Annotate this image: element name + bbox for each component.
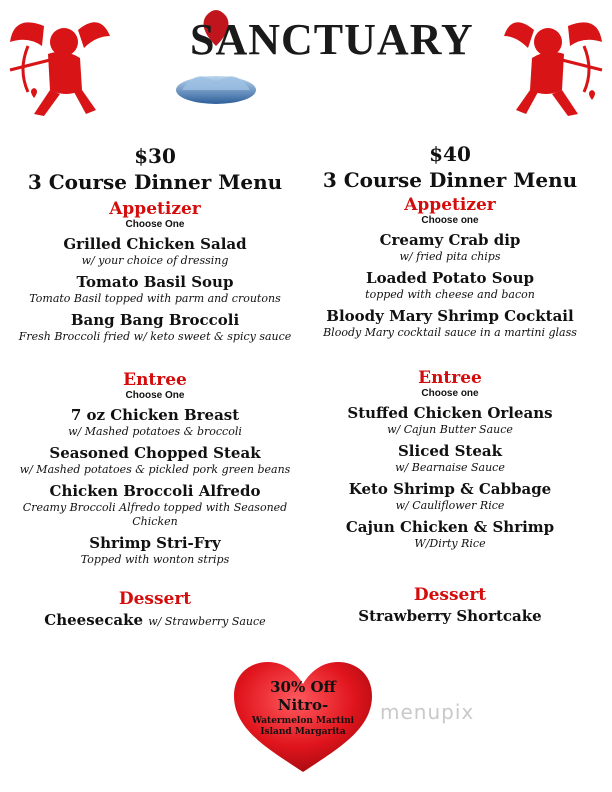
sanctuary-logo [168,6,474,116]
menu-30-column [0,143,310,631]
menu-price: $40 [429,142,471,166]
menu-item-name: Stuffed Chicken Orleans [347,404,553,422]
menu-price: $30 [134,144,176,168]
menu-item-desc: Fresh Broccoli fried w/ keto sweet & spicy sauce [18,330,292,343]
menu-item-desc: w/ your choice of dressing [81,254,229,267]
appetizer-heading: Appetizer [109,199,201,219]
dessert-item [0,611,310,631]
menu-item-name: Bang Bang Broccoli [70,311,240,329]
menu-item-desc: topped with cheese and bacon [365,288,535,301]
menu-item-desc: w/ Cauliflower Rice [395,499,505,512]
dessert-heading: Dessert [118,589,192,609]
cupid-left-illustration [4,6,116,122]
cupid-icon [4,6,116,122]
menu-title: 3 Course Dinner Menu [322,168,578,192]
dessert-item: Strawberry Shortcake [358,607,542,625]
menu-title: 3 Course Dinner Menu [27,170,283,194]
cupid-icon [504,6,608,122]
promo-drink: Watermelon Martini [251,716,355,726]
dessert-desc: w/ Strawberry Sauce [148,615,266,628]
menu-item-desc: Topped with wonton strips [80,553,230,566]
menu-item-name: Seasoned Chopped Steak [49,444,261,462]
menu-item-name: Sliced Steak [397,442,503,460]
promo-discount: 30% Off [270,678,336,696]
menu-item-desc: w/ Mashed potatoes & pickled pork green beans [19,463,291,476]
menu-item-desc: w/ Mashed potatoes & broccoli [68,425,242,438]
promo-label: Nitro- [277,696,329,714]
menu-item-name: Tomato Basil Soup [76,273,234,291]
promo-heart [230,660,376,776]
menu-item-desc: w/ fried pita chips [399,250,501,263]
menu-item-desc: w/ Cajun Butter Sauce [387,423,513,436]
menu-item-desc: W/Dirty Rice [414,537,486,550]
menu-item-name: Shrimp Stri-Fry [89,534,221,552]
menu-item-desc: w/ Bearnaise Sauce [395,461,505,474]
logo-wordmark: SANCTUARY [190,15,474,64]
menupix-watermark: menupix [380,700,475,724]
menu-item-name: Creamy Crab dip [379,231,521,249]
choose-instruction: Choose one [421,388,479,399]
menu-item-name: Loaded Potato Soup [366,269,534,287]
promo-drink: Island Margarita [260,727,346,737]
appetizer-heading: Appetizer [404,195,496,215]
choose-instruction: Choose One [125,390,185,401]
entree-heading: Entree [123,370,187,390]
menu-item-name: Bloody Mary Shrimp Cocktail [326,307,574,325]
cupid-right-illustration [504,6,608,122]
entree-heading: Entree [418,368,482,388]
menu-item-desc: Creamy Broccoli Alfredo topped with Seasoned Chicken [22,501,288,528]
dessert-heading: Dessert [413,585,487,605]
menu-item-name: 7 oz Chicken Breast [70,406,240,424]
menu-item-desc: Bloody Mary cocktail sauce in a martini glass [323,326,577,339]
menu-item-name: Cajun Chicken & Shrimp [345,518,555,536]
menu-item-name: Chicken Broccoli Alfredo [49,482,261,500]
menu-40-column [300,141,600,626]
choose-instruction: Choose One [125,219,185,230]
choose-instruction: Choose one [421,215,479,226]
menu-item-name: Grilled Chicken Salad [63,235,247,253]
dessert-name: Cheesecake [44,611,144,629]
menu-item-desc: Tomato Basil topped with parm and croutons [29,292,281,305]
menu-item-name: Keto Shrimp & Cabbage [348,480,552,498]
